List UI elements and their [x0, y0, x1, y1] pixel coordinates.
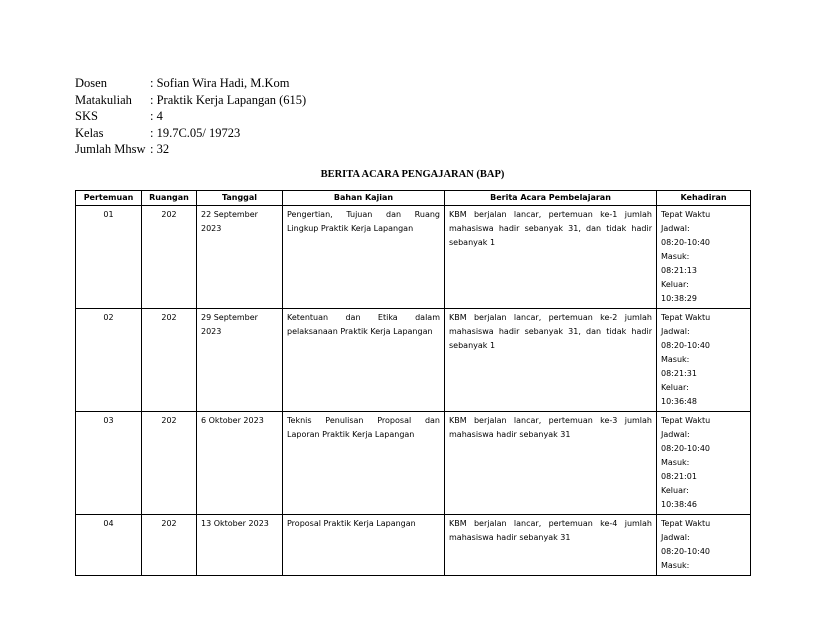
cell-tanggal: 22 September 2023: [197, 206, 283, 309]
info-label: SKS: [75, 109, 98, 123]
attendance-status: Tepat Waktu: [661, 416, 711, 425]
attendance-status: Tepat Waktu: [661, 210, 711, 219]
cell-tanggal: 29 September 2023: [197, 309, 283, 412]
attendance-line: 08:21:01: [661, 472, 697, 481]
cell-ruangan: 202: [142, 515, 197, 576]
info-row-matakuliah: [75, 92, 306, 109]
attendance-line: 10:38:46: [661, 500, 697, 509]
attendance-line: Jadwal:: [661, 327, 690, 336]
attendance-line: 08:21:13: [661, 266, 697, 275]
bap-table: [75, 190, 751, 576]
cell-berita-acara: KBM berjalan lancar, pertemuan ke-2 jumlah mahasiswa hadir sebanyak 31, dan tidak hadir sebanyak 1: [445, 309, 657, 412]
cell-kehadiran: [657, 309, 751, 412]
column-header-ruangan: Ruangan: [142, 191, 197, 206]
info-value: : Sofian Wira Hadi, M.Kom: [150, 76, 290, 90]
attendance-line: Masuk:: [661, 561, 690, 570]
cell-berita-acara: KBM berjalan lancar, pertemuan ke-1 jumlah mahasiswa hadir sebanyak 31, dan tidak hadir sebanyak 1: [445, 206, 657, 309]
info-label: Jumlah Mhsw: [75, 142, 146, 156]
cell-ruangan: 202: [142, 412, 197, 515]
attendance-line: Masuk:: [661, 458, 690, 467]
table-row: [76, 206, 751, 309]
column-header-tanggal: Tanggal: [197, 191, 283, 206]
attendance-line: 08:20-10:40: [661, 444, 710, 453]
cell-kehadiran: [657, 412, 751, 515]
column-header-berita-acara: Berita Acara Pembelajaran: [445, 191, 657, 206]
cell-tanggal: 6 Oktober 2023: [197, 412, 283, 515]
info-row-sks: [75, 108, 306, 125]
cell-ruangan: 202: [142, 309, 197, 412]
course-info: [75, 75, 306, 158]
cell-tanggal: 13 Oktober 2023: [197, 515, 283, 576]
column-header-kehadiran: Kehadiran: [657, 191, 751, 206]
cell-berita-acara: KBM berjalan lancar, pertemuan ke-3 jumlah mahasiswa hadir sebanyak 31: [445, 412, 657, 515]
attendance-line: 08:20-10:40: [661, 341, 710, 350]
cell-pertemuan: 02: [76, 309, 142, 412]
info-row-kelas: [75, 125, 306, 142]
cell-pertemuan: 04: [76, 515, 142, 576]
attendance-line: Keluar:: [661, 486, 689, 495]
attendance-status: Tepat Waktu: [661, 313, 711, 322]
cell-bahan-kajian: Teknis Penulisan Proposal dan Laporan Praktik Kerja Lapangan: [283, 412, 445, 515]
table-row: [76, 309, 751, 412]
info-label: Matakuliah: [75, 92, 132, 107]
attendance-line: Keluar:: [661, 280, 689, 289]
table-row: [76, 412, 751, 515]
attendance-line: Masuk:: [661, 355, 690, 364]
attendance-line: 08:21:31: [661, 369, 697, 378]
attendance-line: 10:38:29: [661, 294, 697, 303]
info-value: : Praktik Kerja Lapangan (615): [150, 92, 307, 107]
attendance-status: Tepat Waktu: [661, 519, 711, 528]
cell-kehadiran: [657, 206, 751, 309]
cell-bahan-kajian: Pengertian, Tujuan dan Ruang Lingkup Praktik Kerja Lapangan: [283, 206, 445, 309]
attendance-line: 08:20-10:40: [661, 547, 710, 556]
cell-pertemuan: 03: [76, 412, 142, 515]
cell-ruangan: 202: [142, 206, 197, 309]
attendance-line: 08:20-10:40: [661, 238, 710, 247]
attendance-line: 10:36:48: [661, 397, 697, 406]
column-header-bahan-kajian: Bahan Kajian: [283, 191, 445, 206]
document-title: BERITA ACARA PENGAJARAN (BAP): [320, 169, 505, 180]
info-value: : 32: [150, 142, 170, 156]
info-label: Kelas: [75, 125, 104, 140]
attendance-line: Jadwal:: [661, 430, 690, 439]
attendance-line: Jadwal:: [661, 533, 690, 542]
info-value: : 19.7C.05/ 19723: [150, 125, 241, 140]
attendance-line: Jadwal:: [661, 224, 690, 233]
attendance-line: Keluar:: [661, 383, 689, 392]
cell-bahan-kajian: Proposal Praktik Kerja Lapangan: [283, 515, 445, 576]
info-label: Dosen: [75, 76, 107, 90]
cell-bahan-kajian: Ketentuan dan Etika dalam pelaksanaan Praktik Kerja Lapangan: [283, 309, 445, 412]
info-row-jumlah-mhsw: [75, 141, 306, 158]
cell-kehadiran: [657, 515, 751, 576]
table-header-row: [76, 191, 751, 206]
cell-pertemuan: 01: [76, 206, 142, 309]
cell-berita-acara: KBM berjalan lancar, pertemuan ke-4 jumlah mahasiswa hadir sebanyak 31: [445, 515, 657, 576]
column-header-pertemuan: Pertemuan: [76, 191, 142, 206]
table-row: [76, 515, 751, 576]
attendance-line: Masuk:: [661, 252, 690, 261]
info-value: : 4: [150, 109, 163, 123]
info-row-dosen: [75, 75, 306, 92]
